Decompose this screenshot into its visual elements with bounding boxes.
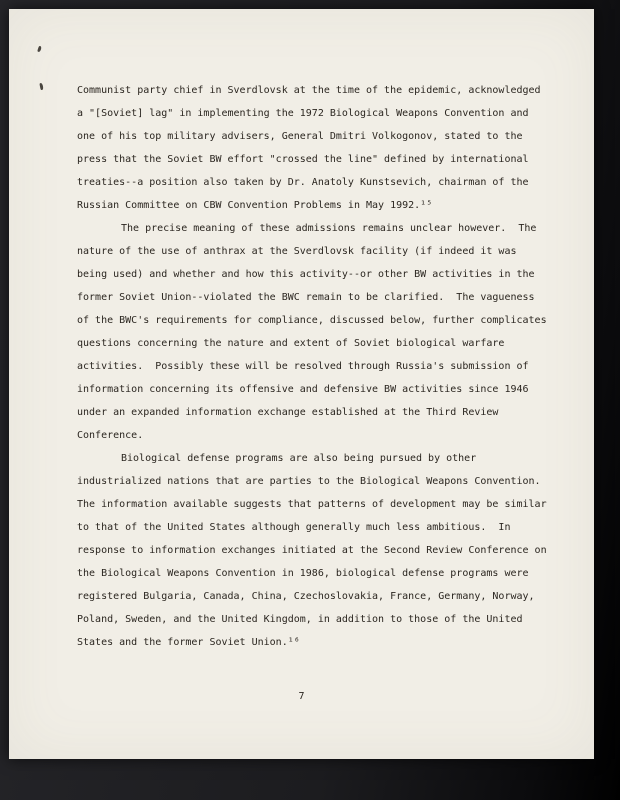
page-body-text xyxy=(77,79,553,654)
handwritten-mark-icon xyxy=(37,46,42,53)
page-number: 7 xyxy=(298,691,305,702)
document-page xyxy=(9,9,594,759)
paragraph: Biological defense programs are also being pursued by other industrialized nations that are parties to the Biological Weapons Convention. The information available suggests that patterns of development may be similar to that of the United States although generally much less ambitious. In response to information exchanges initiated at the Second Review Conference on the Biological Weapons Convention in 1986, biological defense programs were registered Bulgaria, Canada, China, Czechoslovakia, France, Germany, Norway, Poland, Sweden, and the United Kingdom, in addition to those of the United States and the former Soviet Union.¹⁶ xyxy=(77,453,553,648)
handwritten-mark-icon xyxy=(39,83,43,90)
paragraph: Communist party chief in Sverdlovsk at the time of the epidemic, acknowledged a "[Soviet] lag" in implementing the 1972 Biological Weapons Convention and one of his top military advisers, General Dmitri Volkogonov, stated to the press that the Soviet BW effort "crossed the line" defined by international treaties--a position also taken by Dr. Anatoly Kunstsevich, chairman of the Russian Committee on CBW Convention Problems in May 1992.¹⁵ xyxy=(77,85,547,211)
paragraph: The precise meaning of these admissions remains unclear however. The nature of the use of anthrax at the Sverdlovsk facility (if indeed it was being used) and whether and how this activity--or other BW activities in the former Soviet Union--violated the BWC remain to be clarified. The vagueness of the BWC's requirements for compliance, discussed below, further complicates questions concerning the nature and extent of Soviet biological warfare activities. Possibly these will be resolved through Russia's submission of information concerning its offensive and defensive BW activities since 1946 under an expanded information exchange established at the Third Review Conference. xyxy=(77,223,553,441)
